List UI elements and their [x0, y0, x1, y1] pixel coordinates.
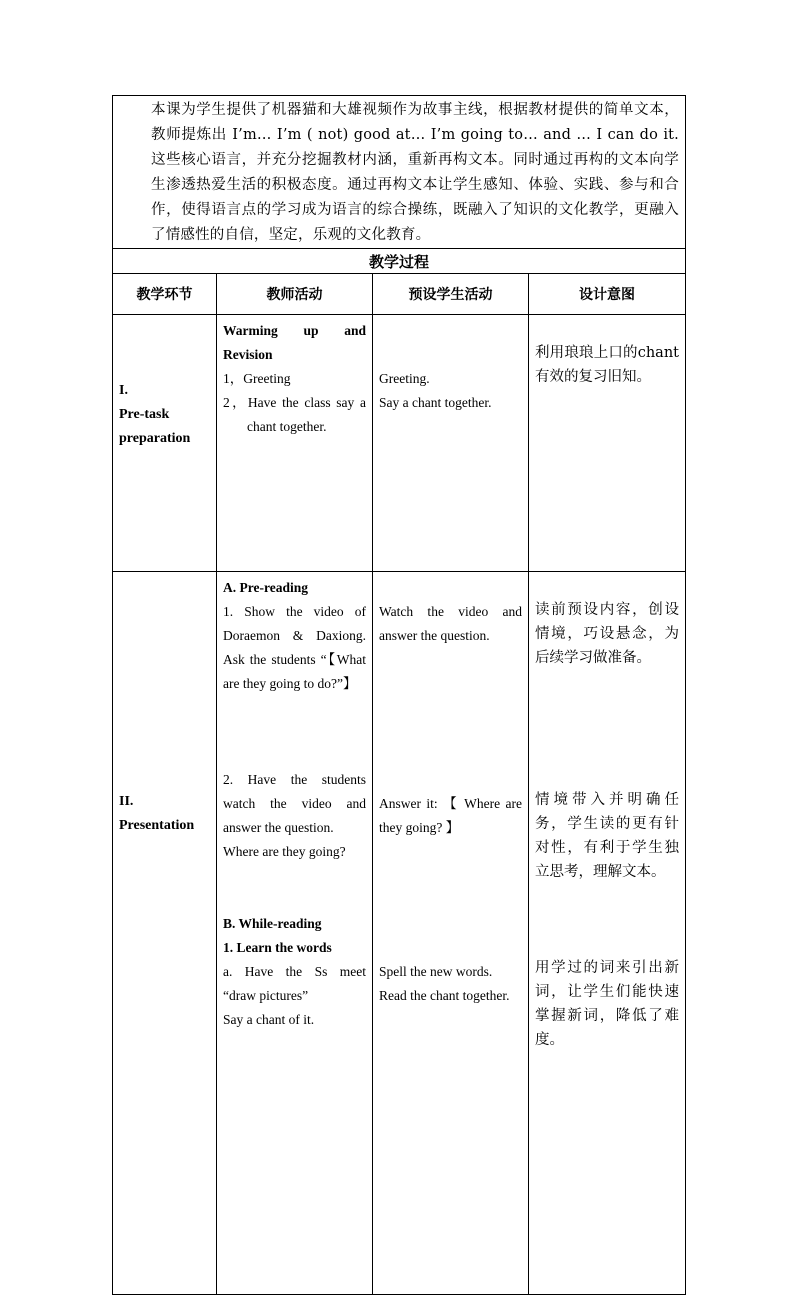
stage-number: II. [119, 794, 134, 809]
design-intent-presentation [529, 572, 686, 1295]
design-intent-warmup: 利用琅琅上口的chant有效的复习旧知。 [529, 315, 686, 572]
stage-name-line1: Pre-task [119, 407, 170, 422]
video-question: Where are they going? [223, 844, 346, 859]
section-title: 教学过程 [113, 249, 686, 274]
warmup-item-1: 1，Greeting [223, 371, 291, 386]
stage-pre-task [113, 315, 217, 572]
intro-paragraph: 本课为学生提供了机器猫和大雄视频作为故事主线，根据教材提供的简单文本，教师提炼出 I’m… I’m ( not) good at… I’m going to… and … I can do it.这些核心语言，并充分挖掘教材内涵，重新再构文本。同时通过再构的文本向学生渗透热爱生活的积极态度。通过再构文本让学生感知、体验、实践、参与和合作，使得语言点的学习成为语言的综合操练，既融入了知识的文化教学，更融入了情感性的自信，坚定，乐观的文化教育。 [151, 102, 679, 243]
warmup-item-2: 2，Have the class say a chant together. [223, 395, 366, 434]
pre-reading-title: A. Pre-reading [223, 580, 308, 595]
learn-words-item-a: a. Have the Ss meet “draw pictures” [223, 964, 366, 1003]
table-header-row [113, 274, 686, 315]
stage-pre-task-row [113, 315, 686, 572]
intent-pre-reading: 读前预设内容，创设情境，巧设悬念，为后续学习做准备。 [535, 602, 679, 666]
video-question-item: 2. Have the students watch the video and answer the question. [223, 772, 366, 835]
header-design-intent: 设计意图 [529, 274, 686, 315]
stage-name-line2: preparation [119, 431, 191, 446]
student-spell-words: Spell the new words. [379, 964, 493, 979]
lesson-plan-table [112, 95, 686, 1295]
student-greeting: Greeting. [379, 371, 430, 386]
intro-row [113, 96, 686, 249]
header-teacher-activity: 教师活动 [217, 274, 373, 315]
intent-learn-words: 用学过的词来引出新词，让学生们能快速掌握新词，降低了难度。 [535, 960, 679, 1048]
header-stage: 教学环节 [113, 274, 217, 315]
section-title-row [113, 249, 686, 274]
chant-item: Say a chant of it. [223, 1012, 315, 1027]
student-answer: Answer it: 【 Where are they going? 】 [379, 796, 522, 835]
intent-video-task: 情境带入并明确任务，学生读的更有针对性，有利于学生独立思考，理解文本。 [535, 792, 679, 880]
while-reading-title: B. While-reading [223, 916, 322, 931]
student-activity-warmup [373, 315, 529, 572]
warmup-title: Warming up and Revision [223, 323, 366, 362]
stage-number: I. [119, 383, 128, 398]
teacher-activity-warmup [217, 315, 373, 572]
stage-presentation [113, 572, 217, 1295]
stage-presentation-row [113, 572, 686, 1295]
pre-reading-item: 1. Show the video of Doraemon & Daxiong. Ask the students “【What are they going to do?”】 [223, 604, 366, 691]
stage-name: Presentation [119, 818, 195, 833]
learn-words-title: 1. Learn the words [223, 940, 332, 955]
header-student-activity: 预设学生活动 [373, 274, 529, 315]
teacher-activity-presentation [217, 572, 373, 1295]
student-watch-video: Watch the video and answer the question. [379, 604, 522, 643]
student-chant: Say a chant together. [379, 395, 492, 410]
intro-cell [113, 96, 686, 249]
student-read-chant: Read the chant together. [379, 988, 510, 1003]
student-activity-presentation [373, 572, 529, 1295]
